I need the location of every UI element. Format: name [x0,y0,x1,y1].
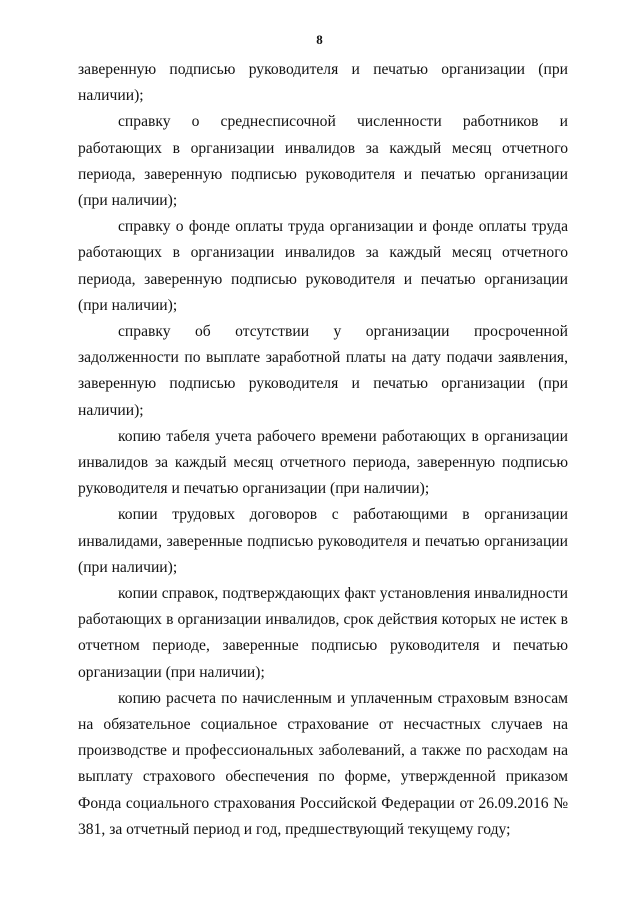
paragraph-continuation: заверенную подписью руководителя и печатью организации (при наличии); [78,61,568,105]
paragraph-payroll-fund-certificate: справку о фонде оплаты труда организации и фонде оплаты труда работающих в организации инвалидов за каждый месяц отчетного периода, заверенную подписью руководителя и печатью организации (при наличии); [78,218,568,314]
document-body [78,57,568,843]
paragraph-employment-contracts-copies: копии трудовых договоров с работающими в организации инвалидами, заверенные подписью руководителя и печатью организации (при наличии); [78,506,568,576]
page-number: 8 [316,32,323,47]
paragraph-average-headcount-certificate: справку о среднесписочной численности работников и работающих в организации инвалидов за каждый месяц отчетного периода, заверенную подписью руководителя и печатью организации (при наличии); [78,113,568,210]
paragraph-no-wage-arrears-certificate: справку об отсутствии у организации просроченной задолженности по выплате заработной платы на дату подачи заявления, заверенную подписью руководителя и печатью организации (при наличии); [78,323,568,419]
paragraph-timesheet-copy: копию табеля учета рабочего времени работающих в организации инвалидов за каждый месяц отчетного периода, заверенную подписью руководителя и печатью организации (при наличии); [78,427,568,498]
paragraph-insurance-contributions-calculation: копию расчета по начисленным и уплаченным страховым взносам на обязательное социальное страхование от несчастных случаев на производстве и профессиональных заболеваний, а также по расходам на выплату страхового обеспечения по форме, утвержденной приказом Фонда социального страхования Российской Федерации от 26.09.2016 № 381, за отчетный период и год, предшествующий текущему году; [78,689,568,838]
paragraph-disability-certificates-copies: копии справок, подтверждающих факт установления инвалидности работающих в организации инвалидов, срок действия которых не истек в отчетном периоде, заверенные подписью руководителя и печатью организации (при наличии); [78,585,568,681]
